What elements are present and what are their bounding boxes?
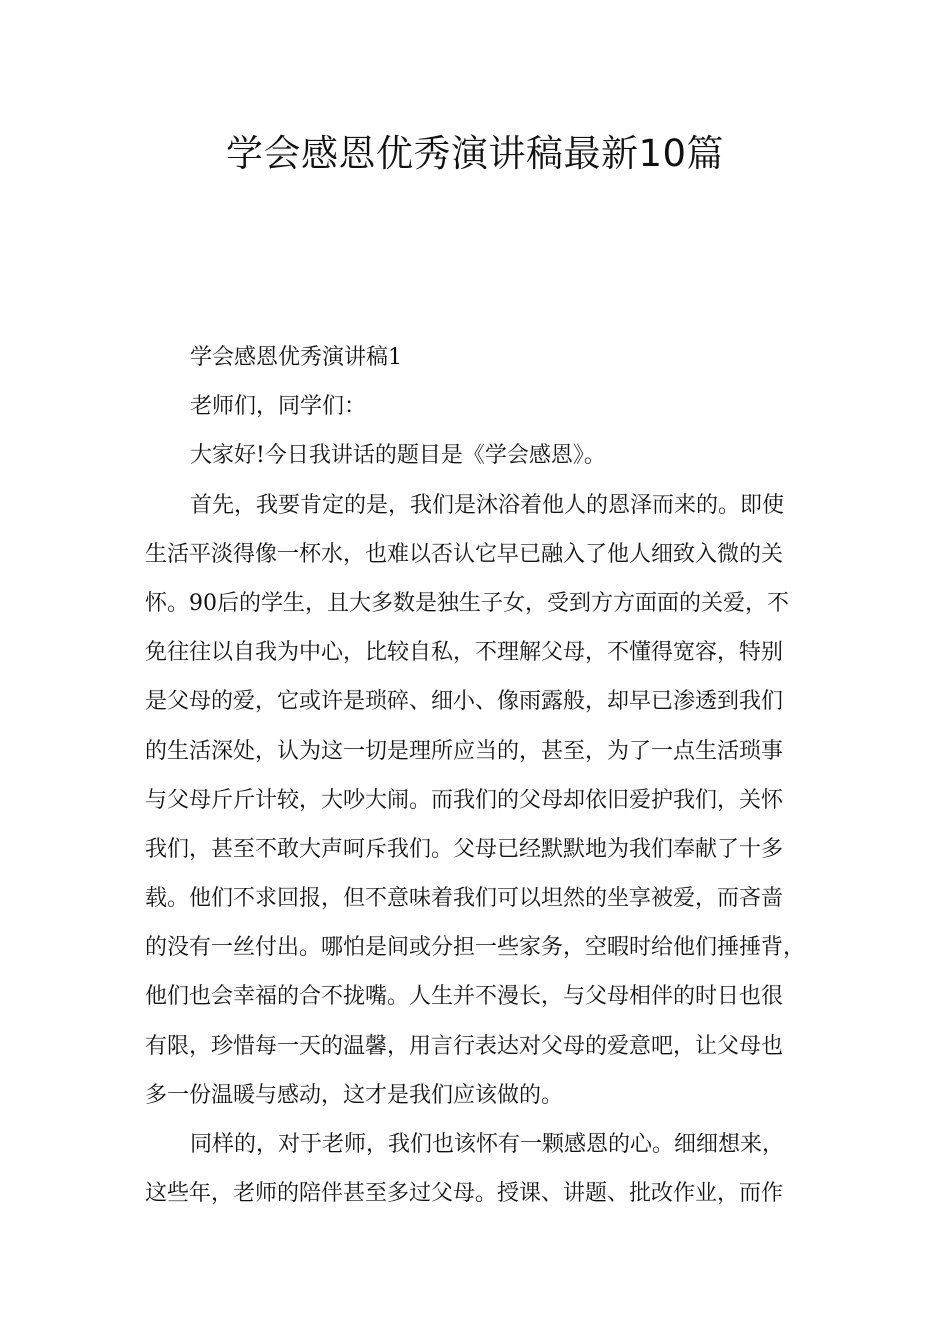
paragraph-line: 免往往以自我为中心，比较自私，不理解父母，不懂得宽容，特别: [145, 640, 784, 666]
paragraph-line: 首先，我要肯定的是，我们是沐浴着他人的恩泽而来的。即使: [190, 492, 785, 518]
section-heading: 学会感恩优秀演讲稿1: [190, 345, 402, 370]
salutation-line: 老师们，同学们：: [190, 394, 367, 420]
document-body: [145, 333, 813, 1218]
greeting-line: 大家好!今日我讲话的题目是《学会感恩》。: [190, 443, 606, 469]
paragraph-line: 生活平淡得像一杯水，也难以否认它早已融入了他人细致入微的关: [145, 541, 784, 567]
paragraph-line: 的生活深处，认为这一切是理所应当的，甚至，为了一点生活琐事: [145, 738, 784, 764]
paragraph-line: 有限，珍惜每一天的温馨，用言行表达对父母的爱意吧，让父母也: [145, 1033, 784, 1059]
paragraph-line: 同样的，对于老师，我们也该怀有一颗感恩的心。细细想来，: [190, 1132, 785, 1157]
paragraph-line: 怀。90后的学生，且大多数是独生子女，受到方方面面的关爱，不: [145, 590, 789, 616]
paragraph-line: 这些年，老师的陪伴甚至多过父母。授课、讲题、批改作业，而作: [145, 1181, 784, 1207]
paragraph-line: 多一份温暖与感动，这才是我们应该做的。: [145, 1082, 564, 1108]
paragraph-line: 我们，甚至不敢大声呵斥我们。父母已经默默地为我们奉献了十多: [145, 836, 784, 862]
document-title: 学会感恩优秀演讲稿最新10篇: [225, 132, 725, 175]
paragraph-line: 他们也会幸福的合不拢嘴。人生并不漫长，与父母相伴的时日也很: [145, 984, 784, 1010]
paragraph-line: 是父母的爱，它或许是琐碎、细小、像雨露般，却早已渗透到我们: [145, 689, 784, 715]
paragraph-line: 的没有一丝付出。哪怕是间或分担一些家务，空暇时给他们捶捶背，: [145, 935, 806, 961]
paragraph-line: 载。他们不求回报，但不意味着我们可以坦然的坐享被爱，而吝啬: [145, 886, 784, 912]
paragraph-line: 与父母斤斤计较，大吵大闹。而我们的父母却依旧爱护我们，关怀: [145, 787, 784, 813]
